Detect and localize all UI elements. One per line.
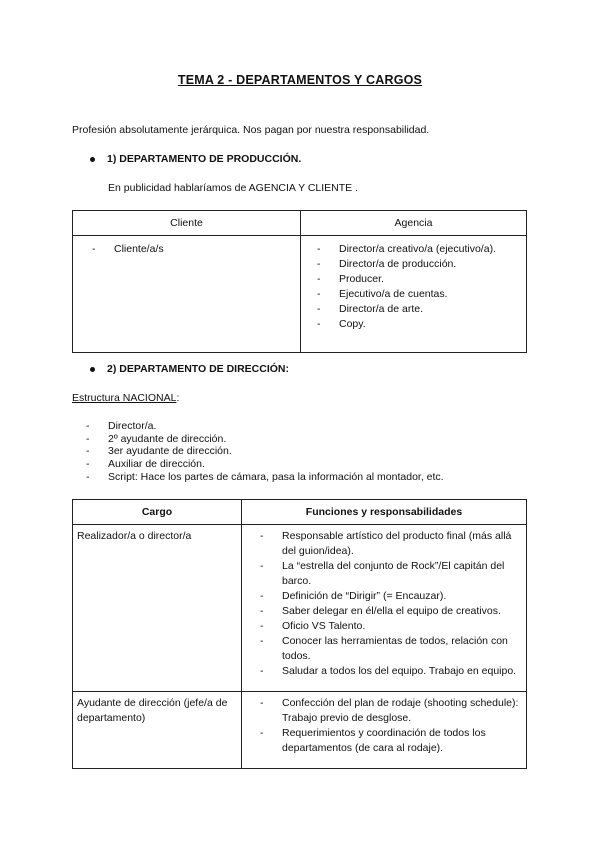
list-item: - Script: Hace los partes de cámara, pasa la información al montador, etc. bbox=[108, 471, 444, 484]
structure-subheading bbox=[72, 392, 179, 405]
cliente-cell bbox=[73, 236, 301, 353]
list-item: - Director/a de producción. bbox=[339, 257, 526, 272]
cliente-list bbox=[114, 242, 300, 257]
section2-heading-text: 2) DEPARTAMENTO DE DIRECCIÓN: bbox=[107, 363, 290, 375]
list-item: - La “estrella del conjunto de Rock”/El capitán del barco. bbox=[282, 559, 520, 589]
direction-table bbox=[72, 499, 527, 769]
section1-heading bbox=[90, 153, 301, 165]
list-item: - Saludar a todos los del equipo. Trabajo en equipo. bbox=[282, 664, 520, 679]
cargo-cell: Ayudante de dirección (jefe/a de departamento) bbox=[73, 692, 242, 769]
table-header-funciones: Funciones y responsabilidades bbox=[242, 500, 527, 525]
list-item: - Director/a creativo/a (ejecutivo/a). bbox=[339, 242, 526, 257]
agencia-list bbox=[339, 242, 526, 332]
section1-heading-text: 1) DEPARTAMENTO DE PRODUCCIÓN. bbox=[107, 153, 302, 165]
list-item: - Conocer las herramientas de todos, relación con todos. bbox=[282, 634, 520, 664]
list-item: - Confección del plan de rodaje (shooting schedule): Trabajo previo de desglose. bbox=[282, 696, 520, 726]
list-item: - Cliente/a/s bbox=[114, 242, 300, 257]
table-header-cargo: Cargo bbox=[73, 500, 242, 525]
list-item: - Director/a de arte. bbox=[339, 302, 526, 317]
section1-note: En publicidad hablaríamos de AGENCIA Y CLIENTE . bbox=[108, 182, 358, 194]
funciones-list bbox=[282, 529, 520, 679]
funciones-list bbox=[282, 696, 520, 756]
structure-list bbox=[108, 420, 444, 484]
table-row bbox=[73, 692, 527, 769]
structure-subheading-colon: : bbox=[176, 392, 180, 404]
agencia-cell bbox=[301, 236, 527, 353]
list-item: - Auxiliar de dirección. bbox=[108, 458, 444, 471]
list-item: - Responsable artístico del producto final (más allá del guion/idea). bbox=[282, 529, 520, 559]
list-item: - Copy. bbox=[339, 317, 526, 332]
section2-heading bbox=[90, 363, 289, 375]
cargo-cell: Realizador/a o director/a bbox=[73, 525, 242, 692]
list-item: - Producer. bbox=[339, 272, 526, 287]
list-item: - Definición de “Dirigir” (= Encauzar). bbox=[282, 589, 520, 604]
list-item: - 2º ayudante de dirección. bbox=[108, 433, 444, 446]
table-row bbox=[73, 525, 527, 692]
funciones-cell bbox=[242, 692, 527, 769]
list-item: - Oficio VS Talento. bbox=[282, 619, 520, 634]
table-header-cliente: Cliente bbox=[73, 211, 301, 236]
bullet-icon bbox=[90, 367, 95, 372]
funciones-cell bbox=[242, 525, 527, 692]
page-title: TEMA 2 - DEPARTAMENTOS Y CARGOS bbox=[177, 73, 423, 87]
list-item: - Saber delegar en él/ella el equipo de creativos. bbox=[282, 604, 520, 619]
list-item: - 3er ayudante de dirección. bbox=[108, 445, 444, 458]
bullet-icon bbox=[90, 157, 95, 162]
structure-subheading-text: Estructura NACIONAL bbox=[72, 392, 177, 404]
list-item: - Director/a. bbox=[108, 420, 444, 433]
table-header-agencia: Agencia bbox=[301, 211, 527, 236]
production-table bbox=[72, 210, 527, 353]
intro-text: Profesión absolutamente jerárquica. Nos pagan por nuestra responsabilidad. bbox=[72, 124, 430, 136]
list-item: - Ejecutivo/a de cuentas. bbox=[339, 287, 526, 302]
list-item: - Requerimientos y coordinación de todos los departamentos (de cara al rodaje). bbox=[282, 726, 520, 756]
